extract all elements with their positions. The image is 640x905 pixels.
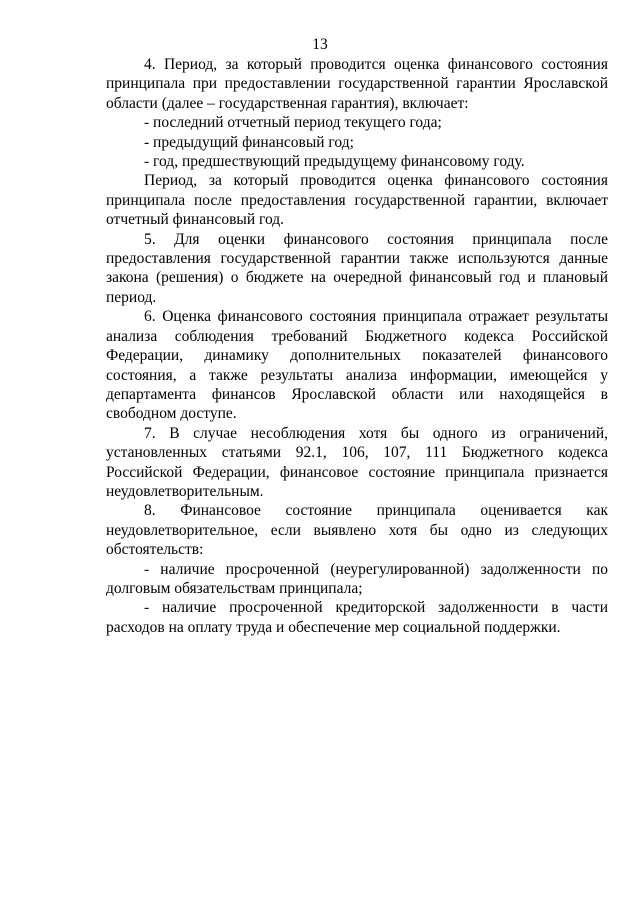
list-item-current-period: - последний отчетный период текущего года;: [144, 114, 442, 132]
list-item-overdue-debt: - наличие просроченной (неурегулированной) задолженности по долговым обязательствам принципала;: [106, 560, 608, 597]
paragraph-item-6: 6. Оценка финансового состояния принципала отражает результаты анализа соблюдения требований Бюджетного кодекса Российской Федерации, динамику дополнительных показателей финансового состояния, а также результаты анализа информации, имеющейся у департамента финансов Ярославской области или находящейся в свободном доступе.: [106, 308, 608, 423]
document-body: [106, 55, 608, 637]
page-number: 13: [312, 36, 328, 53]
list-item-overdue-payables: - наличие просроченной кредиторской задолженности в части расходов на оплату труда и обеспечение мер социальной поддержки.: [106, 599, 608, 636]
paragraph-item-4: 4. Период, за который проводится оценка финансового состояния принципала при предоставлении государственной гарантии Ярославской области (далее – государственная гарантия), включает:: [106, 56, 608, 112]
paragraph-item-8: 8. Финансовое состояние принципала оценивается как неудовлетворительное, если выявлено хотя бы одно из следующих обстоятельств:: [106, 502, 608, 559]
paragraph-item-7: 7. В случае несоблюдения хотя бы одного из ограничений, установленных статьями 92.1, 106, 107, 111 Бюджетного кодекса Российской Федерации, финансовое состояние принципала признается неудовлетворительным.: [106, 424, 608, 500]
list-item-previous-year: - предыдущий финансовый год;: [144, 133, 354, 151]
list-item-year-before-previous: - год, предшествующий предыдущему финансовому году.: [144, 153, 525, 171]
paragraph-item-5: 5. Для оценки финансового состояния принципала после предоставления государственной гарантии также используются данные закона (решения) о бюджете на очередной финансовый год и плановый период.: [106, 230, 608, 306]
paragraph-period-after-guarantee: Период, за который проводится оценка финансового состояния принципала после предоставления государственной гарантии, включает отчетный финансовый год.: [106, 172, 608, 229]
